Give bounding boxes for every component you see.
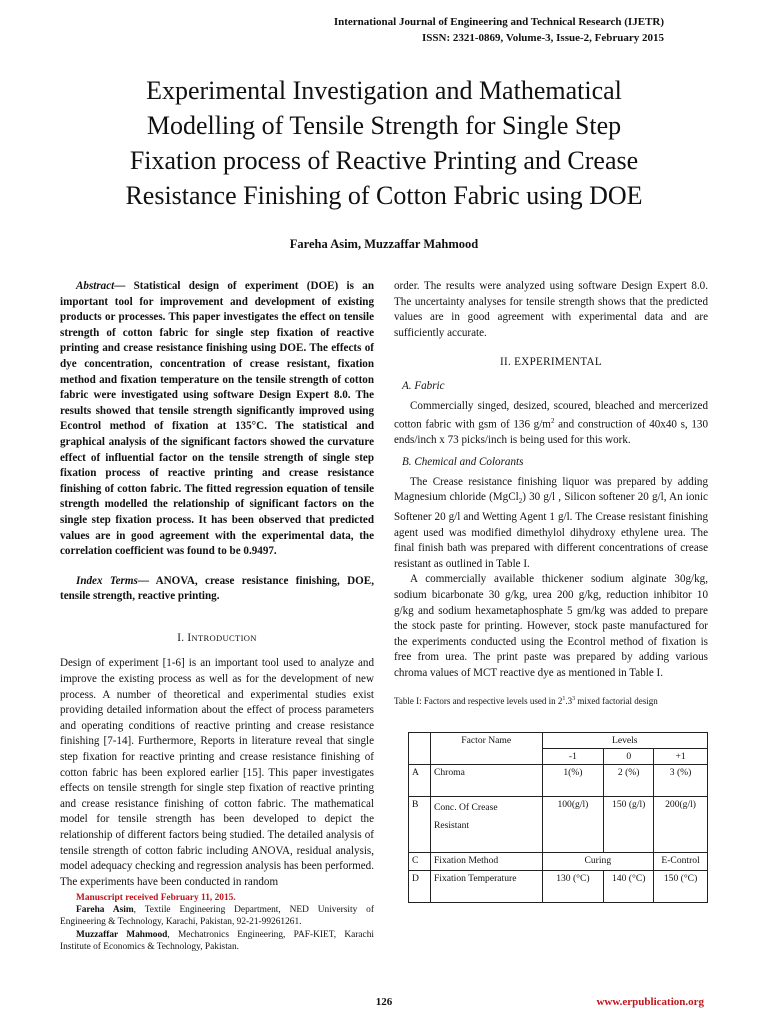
table-header: -1 [542,749,604,765]
intro-continued: order. The results were analyzed using software Design Expert 8.0. The uncertainty analyses for tensile strength shows that the predicted values are in good agreement with experimental data and are sufficiently accurate. [394,280,708,339]
table-header: Levels [542,733,708,749]
chemicals-text-2: A commercially available thickener sodium alginate 30g/kg, sodium bicarbonate 30 g/kg, urea 200 g/kg, reduction inhibitor 10 g/kg and sodium hexametaphosphate 5 gm/kg was added to prepare the stock paste for printing. However, stock paste manufactured for the experiments conducted using the Econtrol method of fixation is free from urea. The print paste was prepared by adding various chroma values of MCT reactive dye as mentioned in Table I. [394,573,708,679]
table-cell: 3 (%) [654,765,708,797]
table-cell: Fixation Temperature [430,871,542,903]
authors: Fareha Asim, Muzzaffar Mahmood [289,237,479,251]
manuscript-received: Manuscript received February 11, 2015. [76,893,236,903]
right-column [394,279,708,719]
author-name: Fareha Asim [76,905,134,916]
table-cell: Chroma [430,765,542,797]
table-cell [430,797,542,853]
table-cell: 150 (g/l) [604,797,654,853]
title-line: Fixation process of Reactive Printing and Crease [129,146,639,175]
table-cell: 100(g/l) [542,797,604,853]
table-header: +1 [654,749,708,765]
author-affiliation-2 [60,929,374,953]
abstract [60,279,374,560]
table-row [409,853,708,871]
superscript: 3 [572,695,576,702]
title-line: Modelling of Tensile Strength for Single Step [146,111,622,140]
abstract-label: Abstract [76,280,115,292]
section-first-letter: I [187,631,192,644]
chemicals-text-1 [394,475,708,573]
superscript: 1 [562,695,566,702]
paper-title [60,73,708,213]
affiliation-text: , Mechatronics Engineering, PAF-KIET, Karachi Institute of Economics & Technology, Pakistan. [60,929,374,952]
table-cell: C [409,853,431,871]
affiliation-text: , Textile Engineering Department, NED University of Engineering & Technology, Karachi, Pakistan, 92-21-99261261. [60,905,374,928]
subsection-chemicals: B. Chemical and Colorants [402,456,524,469]
journal-issn: ISSN: 2321-0869, Volume-3, Issue-2, February 2015 [421,32,664,44]
index-terms [60,574,374,605]
journal-name: International Journal of Engineering and Technical Research (IJETR) [333,16,664,28]
left-column [60,279,374,890]
section-smallcaps: NTRODUCTION [191,632,257,643]
fabric-text-a: Commercially singed, desized, scoured, bleached and mercerized cotton fabric with gsm of 136 g/m [394,399,708,431]
table-cell [409,733,431,765]
journal-header [334,14,664,46]
superscript: 2 [550,417,555,426]
caption-text: Table I: Factors and respective levels used in 2 [394,695,563,706]
page-number: 126 [375,996,393,1008]
factor-name-line: Resistant [433,820,470,831]
fabric-text-b: and construction of 40x40 s, 130 ends/inch x 73 picks/inch is being used for this work. [394,418,708,447]
table-cell: 1(%) [542,765,604,797]
abstract-dash: — [114,280,134,292]
subsection-fabric: A. Fabric [402,379,445,392]
abstract-text: Statistical design of experiment (DOE) is an important tool for improvement and development of existing products or processes. This paper investigates the effect on tensile strength of cotton fabric for single step fixation of reactive printing and crease resistance finishing using DOE. The effects of dye concentration, concentration of crease resistant, fixation method and fixation temperature on the tensile strength of cotton fabric were investigated using software Design Expert 8.0. The results showed that tensile strength significantly improved using Econtrol method of fixation at 135°C. The statistical and graphical analysis of the significant factors showed the curvature effect of influential factor on the tensile strength of single step fixation process of reactive printing and crease resistance finishing of cotton fabric. The fitted regression equation of tensile strength modelled the relationship of significant factors on the single step fixation process. It has been observed that predicted values are in good agreement with the experimental data, the correlation coefficient was found to be 0.9497. [60,280,374,558]
author-affiliation-1 [60,904,374,928]
index-terms-dash: — [137,574,156,587]
table-cell: D [409,871,431,903]
table-cell: 150 (°C) [654,871,708,903]
section-number: I. [177,631,188,644]
table-cell: Fixation Method [430,853,542,871]
table-header-row [409,733,708,749]
caption-text: mixed factorial design [575,695,658,706]
section-heading-intro [60,631,374,647]
table-cell: 2 (%) [604,765,654,797]
table-caption [394,692,708,710]
index-terms-text: ANOVA, crease resistance finishing, DOE, tensile strength, reactive printing. [60,574,374,603]
section-heading-experimental: II. EXPERIMENTAL [500,356,602,369]
chem-text-a: The Crease resistance finishing liquor was prepared by adding Magnesium chloride (MgCl [394,475,708,504]
table-header: Factor Name [430,733,542,765]
table-cell: 130 (°C) [542,871,604,903]
index-terms-label: Index Terms [76,574,138,587]
intro-text: Design of experiment [1-6] is an important tool used to analyze and improve the existing process as well as for the development of new process. A number of theoretical and experimental studies exist providing detailed information about the effect of process parameters and operating conditions of reactive printing and crease resistance finishing [7-14]. Furthermore, Reports in literature reveal that single step fixation for reactive printing and crease resistance finishing of cotton fabric has been explored earlier [15]. This paper investigates effects on tensile strength for single step fixation of reactive printing and crease resistance finishing of cotton fabric. The mathematical model for tensile strength has been developed to depict the relationship of different factors being studied. The detailed analysis of tensile strength of cotton fabric including ANOVA, residual analysis, model adequacy checking and regression analysis has been performed. The experiments have been conducted in random [60,657,374,888]
table-cell: Curing [542,853,654,871]
caption-text: .3 [565,695,573,706]
publisher-link[interactable]: www.erpublication.org [596,996,704,1008]
author-name: Muzzaffar Mahmood [76,929,168,940]
title-line: Experimental Investigation and Mathematical [146,76,622,105]
table-row [409,871,708,903]
subscript: 2 [518,497,523,506]
table-header: 0 [604,749,654,765]
factors-table [408,732,708,903]
table-cell: E-Control [654,853,708,871]
title-line: Resistance Finishing of Cotton Fabric using DOE [125,181,643,210]
chem-text-b: ) 30 g/l , Silicon softener 20 g/l, An ionic Softener 20 g/l and Wetting Agent 1 g/l. The Crease resistant finishing agent used was modified dimethylol dihydroxy ethylene urea. The final finish bath was prepared with different concentrations of crease resistant as outlined in Table I. [394,491,708,570]
table-cell: B [409,797,431,853]
table-cell: 140 (°C) [604,871,654,903]
table-cell: 200(g/l) [654,797,708,853]
fabric-text [394,399,708,449]
factor-name-line: Conc. Of Crease [433,802,498,813]
table-row [409,765,708,797]
table-cell: A [409,765,431,797]
table-row [409,797,708,853]
footnote [60,892,374,953]
